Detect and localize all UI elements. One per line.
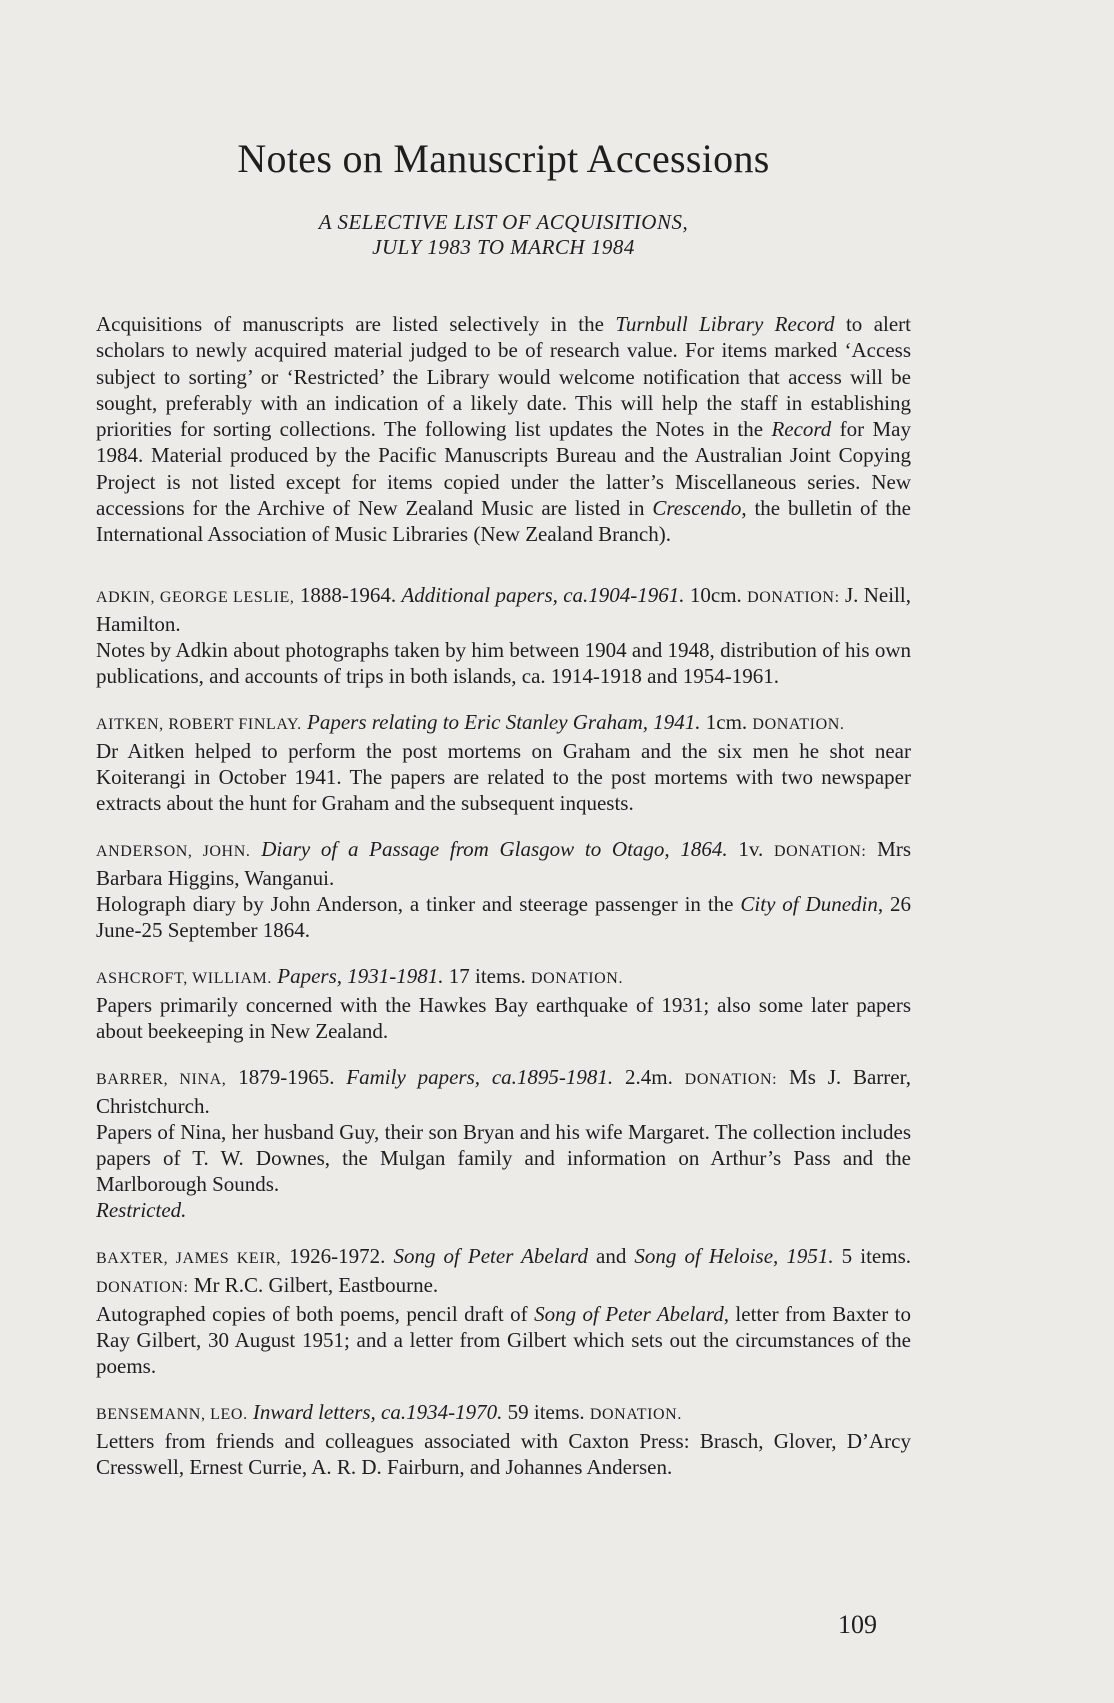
- accession-entry: [96, 582, 911, 689]
- entry-name: AITKEN, ROBERT FINLAY.: [96, 716, 302, 733]
- accession-entry: [96, 1399, 911, 1480]
- entry-name: ANDERSON, JOHN.: [96, 843, 251, 860]
- entry-name: BENSEMANN, LEO.: [96, 1406, 248, 1423]
- entry-description-text: , letter from Baxter to Ray Gilbert, 30 August 1951; and a letter from Gilbert which sets out the circumstances of the poems.: [96, 1302, 911, 1378]
- entry-heading: [96, 709, 911, 738]
- entry-heading: [96, 1064, 911, 1119]
- entry-title-2: Song of Heloise, 1951.: [634, 1244, 834, 1268]
- entry-extent: 17 items.: [443, 964, 531, 988]
- entry-description-text: Holograph diary by John Anderson, a tinker and steerage passenger in the: [96, 892, 741, 916]
- entry-description-text: Autographed copies of both poems, pencil draft of: [96, 1302, 535, 1326]
- entry-name: BARRER, NINA,: [96, 1071, 227, 1088]
- accession-entry: [96, 709, 911, 816]
- accession-entry: [96, 836, 911, 943]
- subtitle-line-1: A SELECTIVE LIST OF ACQUISITIONS,: [318, 210, 689, 234]
- entry-description: Notes by Adkin about photographs taken by him between 1904 and 1948, distribution of his own publications, and accounts of trips in both islands, ca. 1914-1918 and 1954-1961.: [96, 638, 911, 688]
- intro-paragraph: [96, 311, 911, 548]
- entry-acquisition: DONATION:: [684, 1071, 778, 1088]
- entry-description-ship: City of Dunedin: [740, 892, 878, 916]
- accession-entry: [96, 1064, 911, 1223]
- entry-title: Papers, 1931-1981.: [277, 964, 444, 988]
- entry-description: Dr Aitken helped to perform the post mortems on Graham and the six men he shot near Koiterangi in October 1941. The papers are related to the post mortems with two newspaper extracts about the hunt for Graham and the subsequent inquests.: [96, 739, 911, 815]
- entry-acquisition: DONATION.: [589, 1406, 682, 1423]
- entry-extent: 5 items.: [833, 1244, 911, 1268]
- entry-extent: 1cm.: [700, 710, 753, 734]
- accession-entry: [96, 963, 911, 1044]
- entry-description-text: , 26 June-25 September 1864.: [96, 892, 912, 942]
- intro-text: to alert scholars to newly acquired material judged to be of research value. For items marked ‘Access subject to sorting’ or ‘Restricted’ the Library would welcome notification that access will be sought, preferably with an indication of a likely date. This will help the staff in establishing priorities for sorting collections. The following list updates the Notes in the: [96, 312, 912, 442]
- entry-dates: 1926-1972.: [281, 1244, 394, 1268]
- entry-heading: [96, 1243, 911, 1301]
- entry-description: [96, 1301, 911, 1379]
- entry-donor: J. Neill, Hamilton.: [96, 583, 911, 636]
- entry-acquisition: DONATION:: [773, 843, 867, 860]
- entry-title: Inward letters, ca.1934-1970.: [252, 1400, 503, 1424]
- entry-dates: 1888-1964.: [294, 583, 402, 607]
- page-title: Notes on Manuscript Accessions: [237, 136, 770, 181]
- entry-extent: 10cm.: [684, 583, 748, 607]
- entry-donor: Mrs Barbara Higgins, Wanganui.: [96, 837, 912, 890]
- entry-title: Diary of a Passage from Glasgow to Otago, 1864.: [261, 837, 728, 861]
- entry-acquisition: DONATION.: [531, 970, 624, 987]
- entry-extent: 1v.: [727, 837, 774, 861]
- entry-dates: [250, 837, 261, 861]
- entry-name: BAXTER, JAMES KEIR,: [96, 1250, 282, 1267]
- intro-record-short: Record: [771, 417, 832, 442]
- entry-description: Letters from friends and colleagues associated with Caxton Press: Brasch, Glover, D’Arcy Cresswell, Ernest Currie, A. R. D. Fairburn, and Johannes Andersen.: [96, 1429, 911, 1479]
- page-subtitle: [96, 210, 911, 260]
- entry-title: Family papers, ca.1895-1981.: [346, 1065, 614, 1089]
- entry-extent: 59 items.: [502, 1400, 590, 1424]
- entry-extent: 2.4m.: [613, 1065, 685, 1089]
- entry-donor: Ms J. Barrer, Christchurch.: [96, 1065, 911, 1118]
- page-number: 109: [838, 1610, 877, 1639]
- entry-title: Additional papers, ca.1904-1961.: [401, 583, 685, 607]
- entry-donor: Mr R.C. Gilbert, Eastbourne.: [188, 1273, 439, 1297]
- entry-name: ADKIN, GEORGE LESLIE,: [96, 589, 295, 606]
- entry-acquisition: DONATION:: [747, 589, 840, 606]
- entry-access-note: Restricted.: [96, 1198, 187, 1222]
- entry-heading: [96, 582, 911, 637]
- entry-heading: [96, 836, 911, 891]
- entry-heading: [96, 963, 911, 992]
- entry-title-conjunction: and: [587, 1244, 635, 1268]
- entry-title: Song of Peter Abelard: [393, 1244, 588, 1268]
- entry-description: Papers of Nina, her husband Guy, their son Bryan and his wife Margaret. The collection includes papers of T. W. Downes, the Mulgan family and information on Arthur’s Pass and the Marlborough Sounds.: [96, 1120, 911, 1196]
- entry-description-work: Song of Peter Abelard: [534, 1302, 724, 1326]
- intro-crescendo: Crescendo: [652, 496, 742, 521]
- entry-description: Papers primarily concerned with the Hawkes Bay earthquake of 1931; also some later papers about beekeeping in New Zealand.: [96, 993, 911, 1043]
- entry-dates: 1879-1965.: [226, 1065, 347, 1089]
- entry-name: ASHCROFT, WILLIAM.: [96, 970, 272, 987]
- intro-text: Acquisitions of manuscripts are listed selectively in the: [96, 312, 616, 336]
- entry-acquisition: DONATION.: [752, 716, 845, 733]
- accession-entry: [96, 1243, 911, 1379]
- intro-text: for May 1984. Material produced by the Pacific Manuscripts Bureau and the Australian Joint Copying Project is not listed except for items copied under the latter’s Miscellaneous series. New accessions for the Archive of New Zealand Music are listed in: [96, 417, 911, 521]
- accession-list: [96, 582, 911, 1500]
- subtitle-line-2: JULY 1983 TO MARCH 1984: [372, 235, 635, 259]
- entry-heading: [96, 1399, 911, 1428]
- entry-description: [96, 891, 911, 943]
- entry-acquisition: DONATION:: [96, 1279, 189, 1296]
- intro-text: , the bulletin of the International Association of Music Libraries (New Zealand Branch).: [96, 496, 911, 547]
- entry-title: Papers relating to Eric Stanley Graham, 1941.: [307, 710, 701, 734]
- intro-record-title: Turnbull Library Record: [615, 312, 835, 336]
